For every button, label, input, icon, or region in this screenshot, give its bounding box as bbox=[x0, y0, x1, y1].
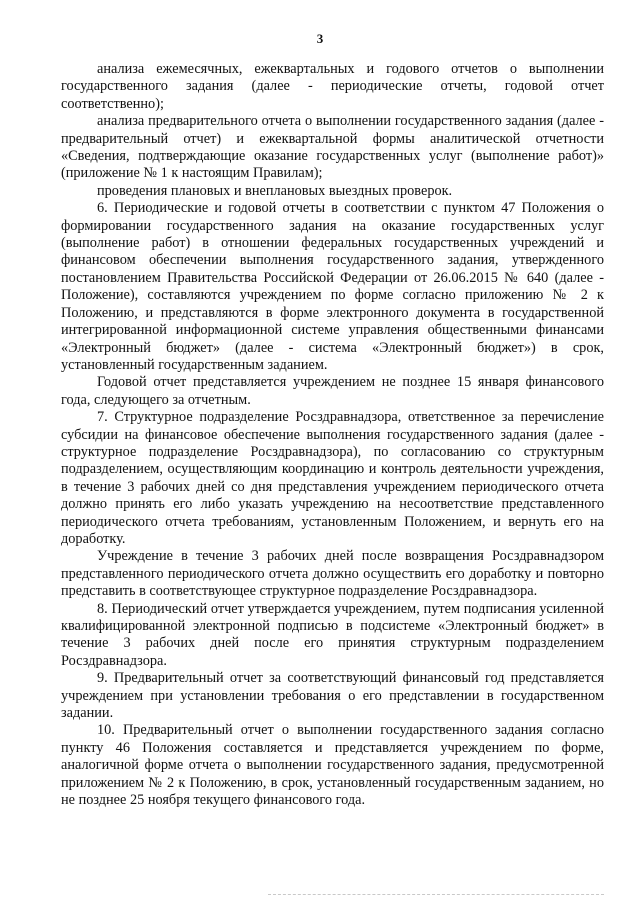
paragraph-6: 6. Периодические и годовой отчеты в соответствии с пунктом 47 Положения о формировании государственного задания на оказание государственных услуг (выполнение работ) в отношении федеральных государственных учреждений и финансовом обеспечении выполнения государственного задания, утвержденного постановлением Правительства Российской Федерации от 26.06.2015 № 640 (далее - Положение), составляются учреждением по форме согласно приложению № 2 к Положению, и представляются в форме электронного документа в государственной интегрированной информационной системе управления общественными финансами «Электронный бюджет» (далее - система «Электронный бюджет») в срок, установленный государственным заданием. bbox=[61, 200, 604, 373]
page-number: 3 bbox=[316, 31, 324, 46]
paragraph-9: 9. Предварительный отчет за соответствующий финансовый год представляется учреждением при установлении требования о его представлении в государственном задании. bbox=[61, 670, 604, 722]
scan-artifact-line bbox=[268, 894, 604, 895]
paragraph-7: 7. Структурное подразделение Росздравнадзора, ответственное за перечисление субсидии на финансовое обеспечение выполнения государственного задания (далее - структурное подразделение Росздравнадзора), по согласованию со структурным подразделением, осуществляющим координацию и контроль деятельности учреждения, в течение 3 рабочих дней со дня представления учреждением периодического отчета должно принять его либо указать учреждению на несоответствие представленного периодического отчета требованиям, установленным Положением, и вернуть его на доработку. bbox=[61, 409, 604, 547]
paragraph-rework: Учреждение в течение 3 рабочих дней после возвращения Росздравнадзором представленного периодического отчета должно осуществить его доработку и повторно представить в соответствующее структурное подразделение Росздравнадзора. bbox=[61, 548, 604, 600]
document-body bbox=[61, 61, 604, 809]
paragraph-analysis-preliminary: анализа предварительного отчета о выполнении государственного задания (далее - предварительный отчет) и ежеквартальной формы аналитической отчетности «Сведения, подтверждающие оказание государственных услуг (выполнение работ)» (приложение № 1 к настоящим Правилам); bbox=[61, 113, 604, 182]
paragraph-8: 8. Периодический отчет утверждается учреждением, путем подписания усиленной квалифицированной электронной подписью в подсистеме «Электронный бюджет» в течение 3 рабочих дней после его принятия структурным подразделением Росздравнадзора. bbox=[61, 600, 604, 669]
paragraph-analysis-reports: анализа ежемесячных, ежеквартальных и годового отчетов о выполнении государственного задания (далее - периодические отчеты, годовой отчет соответственно); bbox=[61, 61, 604, 112]
paragraph-10: 10. Предварительный отчет о выполнении государственного задания согласно пункту 46 Положения составляется и представляется учреждением по форме, аналогичной форме отчета о выполнении государственного задания, предусмотренной приложением № 2 к Положению, в срок, установленный государственным заданием, но не позднее 25 ноября текущего финансового года. bbox=[61, 722, 604, 809]
paragraph-annual-report: Годовой отчет представляется учреждением не позднее 15 января финансового года, следующего за отчетным. bbox=[61, 374, 604, 408]
paragraph-inspections: проведения плановых и внеплановых выездных проверок. bbox=[97, 182, 453, 199]
